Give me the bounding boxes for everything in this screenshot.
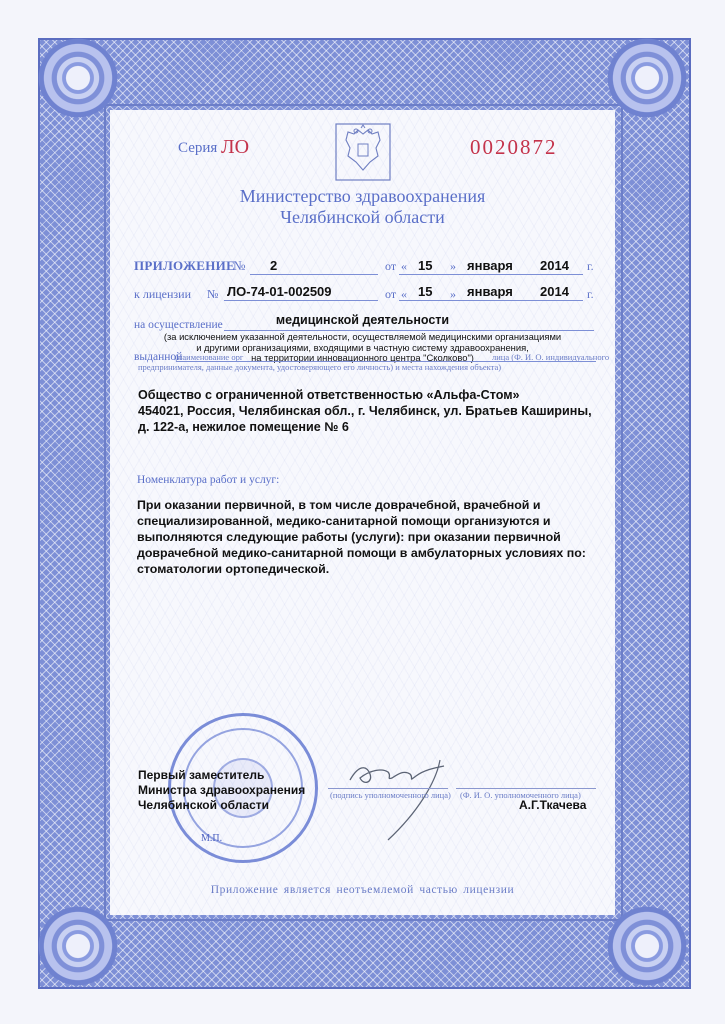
license-number-underline xyxy=(224,300,378,301)
license-date-underline xyxy=(399,300,583,301)
activity-label: на осуществление xyxy=(134,319,223,331)
appendix-from: от xyxy=(385,259,397,273)
issued-hint-line2: предпринимателя, данные документа, удостоверяющего его личность) и места нахождения объекта) xyxy=(138,362,502,372)
issued-hint-right: лица (Ф. И. О. индивидуального xyxy=(492,352,610,362)
appendix-date-underline xyxy=(399,274,583,275)
license-number: ЛО-74-01-002509 xyxy=(227,284,332,299)
appendix-number: 2 xyxy=(270,258,278,273)
authority-line1: Министерство здравоохранения xyxy=(239,186,486,206)
services-line2: специализированной, медико-санитарной помощи организуются и xyxy=(137,514,551,528)
appendix-no-sign: № xyxy=(233,258,246,273)
mp-label: М.П. xyxy=(201,833,223,844)
activity-note-line3: на территории инновационного центра "Сколково") xyxy=(251,352,474,363)
services-line1: При оказании первичной, в том числе доврачебной, врачебной и xyxy=(137,498,541,512)
license-quote-open: « xyxy=(401,287,407,301)
services-label: Номенклатура работ и услуг: xyxy=(137,474,280,486)
signature-underline xyxy=(328,788,448,789)
signature-hint: (подпись уполномоченного лица) xyxy=(330,790,451,800)
license-day: 15 xyxy=(418,284,433,299)
series-label: Серия xyxy=(178,140,218,156)
appendix-month: января xyxy=(467,258,513,273)
license-quote-close: » xyxy=(450,287,456,301)
issued-label: выданной xyxy=(134,351,183,363)
appendix-year: 2014 xyxy=(540,258,569,273)
activity-value: медицинской деятельности xyxy=(275,313,450,327)
activity-note-line2: и другими организациями, входящими в частную систему здравоохранения, xyxy=(196,342,529,353)
activity-note-line1: (за исключением указанной деятельности, осуществляемой медицинскими организациями xyxy=(163,331,562,342)
appendix-day: 15 xyxy=(418,258,433,273)
license-label: к лицензии xyxy=(134,287,191,301)
license-month: января xyxy=(467,284,513,299)
signer-position-line2: Министра здравоохранения xyxy=(138,783,306,797)
organization-name: Общество с ограниченной ответственностью «Альфа-Стом» xyxy=(138,388,520,402)
signer-position-line1: Первый заместитель xyxy=(138,768,265,782)
series-value: ЛО xyxy=(221,136,250,158)
document-number: 0020872 xyxy=(470,135,558,159)
organization-address-line1: 454021, Россия, Челябинская обл., г. Челябинск, ул. Братьев Каширины, xyxy=(138,404,592,418)
issued-hint-left: (наименование орг xyxy=(175,352,244,362)
organization-address-line2: д. 122-а, нежилое помещение № 6 xyxy=(138,420,349,434)
services-line4: доврачебной медико-санитарной помощи в амбулаторных условиях по: xyxy=(137,546,586,560)
license-year: 2014 xyxy=(540,284,569,299)
license-no-sign: № xyxy=(207,287,219,301)
appendix-quote-open: « xyxy=(401,259,407,273)
name-hint: (Ф. И. О. уполномоченного лица) xyxy=(460,790,581,800)
license-year-suffix: г. xyxy=(587,287,594,301)
appendix-year-suffix: г. xyxy=(587,259,594,273)
signer-position-line3: Челябинской области xyxy=(138,798,269,812)
appendix-quote-close: » xyxy=(450,259,456,273)
name-underline xyxy=(456,788,596,789)
appendix-number-underline xyxy=(250,274,378,275)
services-line5: стоматологии ортопедической. xyxy=(137,562,330,576)
license-from: от xyxy=(385,287,397,301)
appendix-label: ПРИЛОЖЕНИЕ xyxy=(134,258,236,273)
services-line3: выполняются следующие работы (услуги): при оказании первичной xyxy=(137,530,561,544)
signer-name: А.Г.Ткачева xyxy=(519,798,587,812)
authority-line2: Челябинской области xyxy=(280,207,445,227)
footer-note: Приложение является неотъемлемой частью лицензии xyxy=(210,884,515,896)
russian-coat-of-arms-icon xyxy=(334,122,392,182)
